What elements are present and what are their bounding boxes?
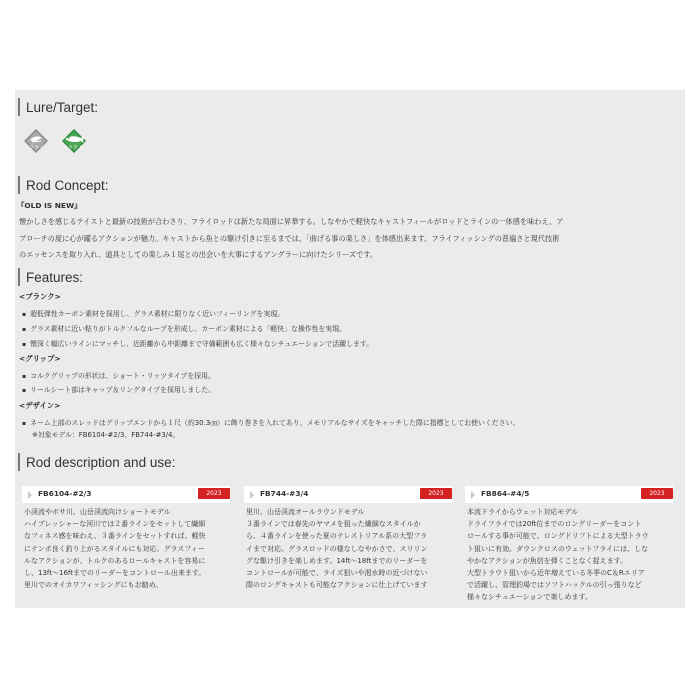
model-card-fb864 bbox=[465, 486, 673, 602]
concept-tagline: 『OLD IS NEW』 bbox=[17, 201, 82, 210]
concept-line-3: のエッセンスを取り入れ、道具としての楽しみ１尾との出会いを大事にするアングラーに向けたシリーズです。 bbox=[19, 250, 378, 259]
model-description bbox=[246, 506, 450, 591]
model-description-line: イまで対応。グラスロッドの様なしなやかさで、スリリン bbox=[246, 544, 428, 553]
model-description-line: ルなアクションが、トルクのあるロールキャストを容易に bbox=[24, 556, 206, 565]
blank-feature-2: ▪ グラス素材に近い粘りがトルクフルなループを形成し、カーボン素材による「軽快」な操作性を実現。 bbox=[22, 323, 346, 333]
model-name: FB744-#3/4 bbox=[260, 489, 309, 498]
model-description-line: なフィネス感を味わえ、３番ラインをセットすれば、軽快 bbox=[24, 532, 206, 541]
section-rod-description bbox=[18, 453, 175, 471]
model-description-line: ドライフライでは20ft位までのロングリーダーをコント bbox=[467, 520, 642, 529]
model-description-line: ３番ラインでは春先のヤマメを狙った繊細なスタイルか bbox=[246, 520, 421, 529]
model-description-line: 際のロングキャストも可能なアクションに仕上げています bbox=[246, 581, 428, 590]
model-card-header bbox=[244, 486, 452, 503]
section-rod-concept-title: Rod Concept: bbox=[26, 177, 109, 193]
section-features-title: Features: bbox=[26, 269, 84, 285]
triangle-icon bbox=[471, 491, 475, 499]
model-card-fb6104 bbox=[22, 486, 230, 596]
model-description-line: 里川、山岳渓流オールラウンドモデル bbox=[246, 508, 365, 516]
design-note: ※対象モデル：FB6104-#2/3、FB744-#3/4。 bbox=[32, 431, 180, 439]
model-description-line: ハイプレッシャーな河川では２番ラインをセットして繊細 bbox=[24, 520, 206, 529]
model-year-badge: 2023 bbox=[420, 488, 452, 499]
model-description-line: 本流ドライからウェット対応モデル bbox=[467, 508, 579, 516]
fly-icon bbox=[23, 128, 49, 154]
blank-heading: <ブランク> bbox=[19, 292, 61, 301]
section-rod-description-title: Rod description and use: bbox=[26, 454, 176, 470]
model-description-line: 小渓流やボサ川、山岳渓流向けショートモデル bbox=[24, 508, 171, 516]
design-feature-1: ▪ ネーム上部のスレッドはグリップエンドから１尺（約30.3㎝）に飾り巻きを入れてあり、メモリアルなサイズをキャッチした際に指標としてお使いください。 bbox=[22, 417, 519, 427]
grip-feature-2: ▪ リールシート部はキャップ＆リングタイプを採用しました。 bbox=[22, 384, 215, 394]
trout-icon-label: トラウト bbox=[63, 145, 84, 151]
model-year-badge: 2023 bbox=[198, 488, 230, 499]
blank-feature-1: ▪ 超低弾性カーボン素材を採用し、グラス素材に限りなく近いフィーリングを実現。 bbox=[22, 308, 284, 318]
model-name: FB864-#4/5 bbox=[481, 489, 530, 498]
concept-line-2: プローチの度に心が躍るアクションが魅力。キャストから魚との駆け引きに至るまでは、「曲げる事の楽しさ」を体感出来ます。フライフィッシングの普遍さと現代技術 bbox=[19, 234, 560, 243]
model-card-header bbox=[22, 486, 230, 503]
model-year-badge: 2023 bbox=[641, 488, 673, 499]
grip-feature-1: ▪ コルクグリップの形状は、ショート・リッツタイプを採用。 bbox=[22, 370, 215, 380]
model-description-line: 里川でのオイカワフィッシングにもお勧め。 bbox=[24, 581, 163, 590]
blank-feature-3: ▪ 懐深く幅広いラインにマッチし、近距離から中距離まで守備範囲も広く様々なシチュエーションで活躍します。 bbox=[22, 338, 373, 348]
model-description-line: ら、４番ラインを使った夏のテレストリアル系の大型フラ bbox=[246, 532, 428, 541]
model-description bbox=[467, 506, 671, 604]
design-heading: <デザイン> bbox=[19, 401, 61, 410]
model-card-fb744 bbox=[244, 486, 452, 596]
section-lure-target-title: Lure/Target: bbox=[26, 99, 99, 115]
grip-heading: <グリップ> bbox=[19, 354, 61, 363]
model-description bbox=[24, 506, 228, 591]
triangle-icon bbox=[28, 491, 32, 499]
concept-line-1: 懐かしさを感じるテイストと最新の技術が合わさり、フライロッドは新たな局面に昇華する。しなやかで軽快なキャストフィールがロッドとラインの一体感を味わえ、ア bbox=[19, 217, 564, 226]
model-card-header bbox=[465, 486, 673, 503]
model-description-line: コントロールが可能で、ライズ狙いや渇水時の近づけない bbox=[246, 569, 428, 578]
fly-icon-label: フライ bbox=[29, 145, 44, 151]
triangle-icon bbox=[250, 491, 254, 499]
model-description-line: グな駆け引きを楽しめます。14ft〜18ftまでのリーダーを bbox=[246, 556, 428, 565]
section-features bbox=[18, 268, 83, 286]
model-description-line: し、13ft〜16ftまでのリーダーをコントロール出来ます。 bbox=[24, 569, 206, 578]
model-description-line: にテンポ良く釣り上がるスタイルにも対応。グラスフィー bbox=[24, 544, 205, 553]
trout-icon bbox=[61, 128, 87, 154]
model-name: FB6104-#2/3 bbox=[38, 489, 92, 498]
section-rod-concept bbox=[18, 176, 109, 194]
model-description-line: やかなアクションが魚信を弾くことなく捉えます。 bbox=[467, 556, 628, 565]
section-lure-target bbox=[18, 98, 98, 116]
model-description-line: 様々なシチュエーションで楽しめます。 bbox=[467, 593, 592, 602]
model-description-line: で活躍し、管理釣場ではソフトハックルの引っ張りなど bbox=[467, 581, 642, 590]
model-description-line: ト狙いに有効。ダウンクロスのウェットフライには、しな bbox=[467, 544, 649, 553]
model-description-line: 大型トラウト狙いから近年増えている冬季のC＆Rエリア bbox=[467, 569, 645, 578]
product-spec-panel bbox=[15, 90, 685, 608]
model-description-line: ロールする事が可能で、ロングドリフトによる大型トラウ bbox=[467, 532, 649, 541]
